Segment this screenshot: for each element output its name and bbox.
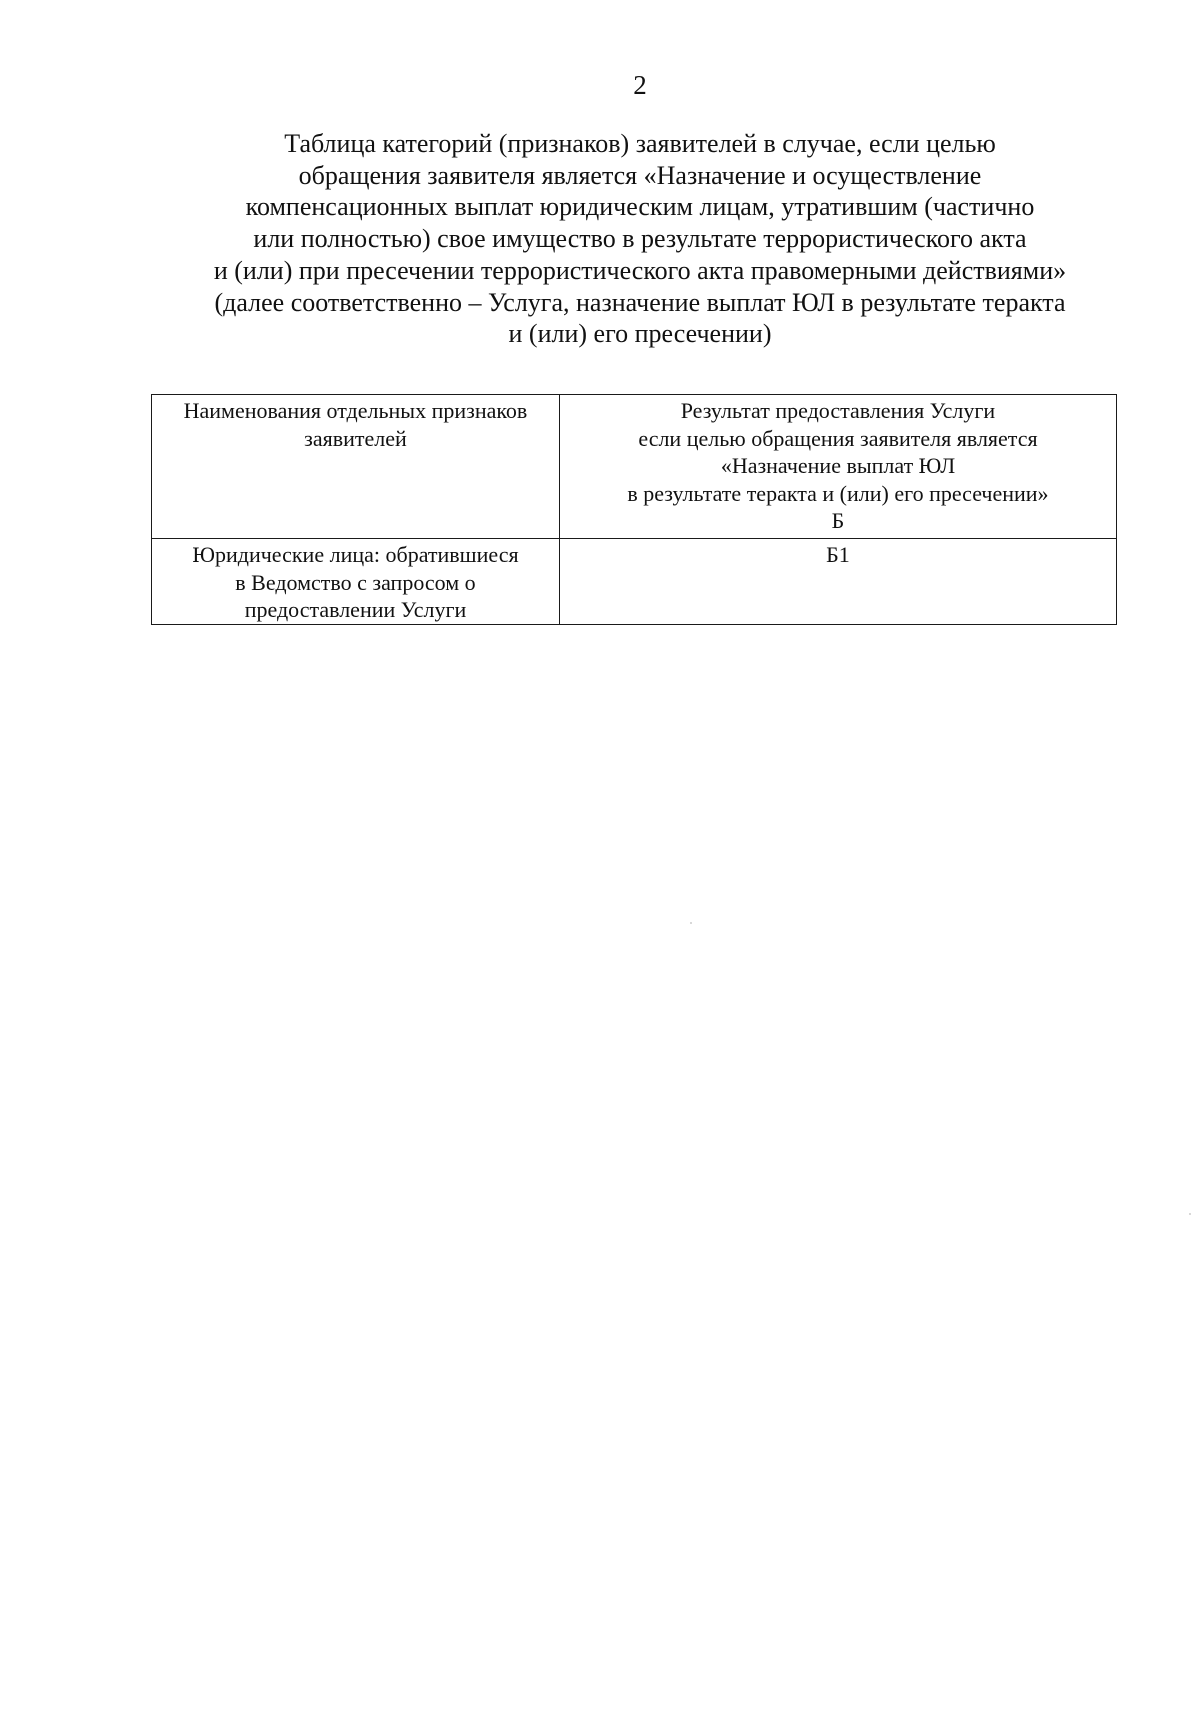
cell-text-line: Б1 — [826, 542, 850, 567]
applicant-categories-table — [151, 394, 1117, 625]
cell-text-line: предоставлении Услуги — [244, 597, 467, 623]
title-line: обращения заявителя является «Назначение и осуществление — [298, 160, 982, 190]
table-header-row — [152, 395, 1117, 539]
cell-text-line: если целью обращения заявителя является — [638, 425, 1038, 451]
scan-speck — [690, 922, 692, 924]
scan-speck — [1189, 1213, 1191, 1215]
cell-text-line: Б — [831, 508, 845, 534]
cell-text-line: Наименования отдельных признаков — [183, 398, 528, 423]
cell-text-line: в результате теракта и (или) его пресечении» — [627, 480, 1049, 506]
title-line: и (или) при пресечении террористического акта правомерными действиями» — [213, 255, 1067, 285]
title-line: или полностью) свое имущество в результате террористического акта — [253, 224, 1027, 254]
title-line: (далее соответственно – Услуга, назначение выплат ЮЛ в результате теракта — [214, 287, 1066, 317]
cell-text-line: «Назначение выплат ЮЛ — [720, 453, 956, 479]
cell-text-line: заявителей — [304, 425, 407, 451]
cell-text-line: Результат предоставления Услуги — [680, 398, 996, 423]
title-line: Таблица категорий (признаков) заявителей в случае, если целью — [284, 129, 996, 158]
title-line: компенсационных выплат юридическим лицам, утратившим (частично — [245, 192, 1035, 222]
title-line: и (или) его пресечении) — [508, 319, 772, 349]
table-row — [152, 539, 1117, 625]
page-number: 2 — [633, 70, 647, 100]
table-cell-result-code — [559, 539, 1116, 625]
document-title — [150, 128, 1130, 350]
table-cell-applicant-category — [152, 539, 560, 625]
header-cell-applicant-features — [152, 395, 560, 539]
header-cell-service-result — [559, 395, 1116, 539]
cell-text-line: Юридические лица: обратившиеся — [192, 542, 519, 567]
cell-text-line: в Ведомство с запросом о — [235, 569, 476, 595]
